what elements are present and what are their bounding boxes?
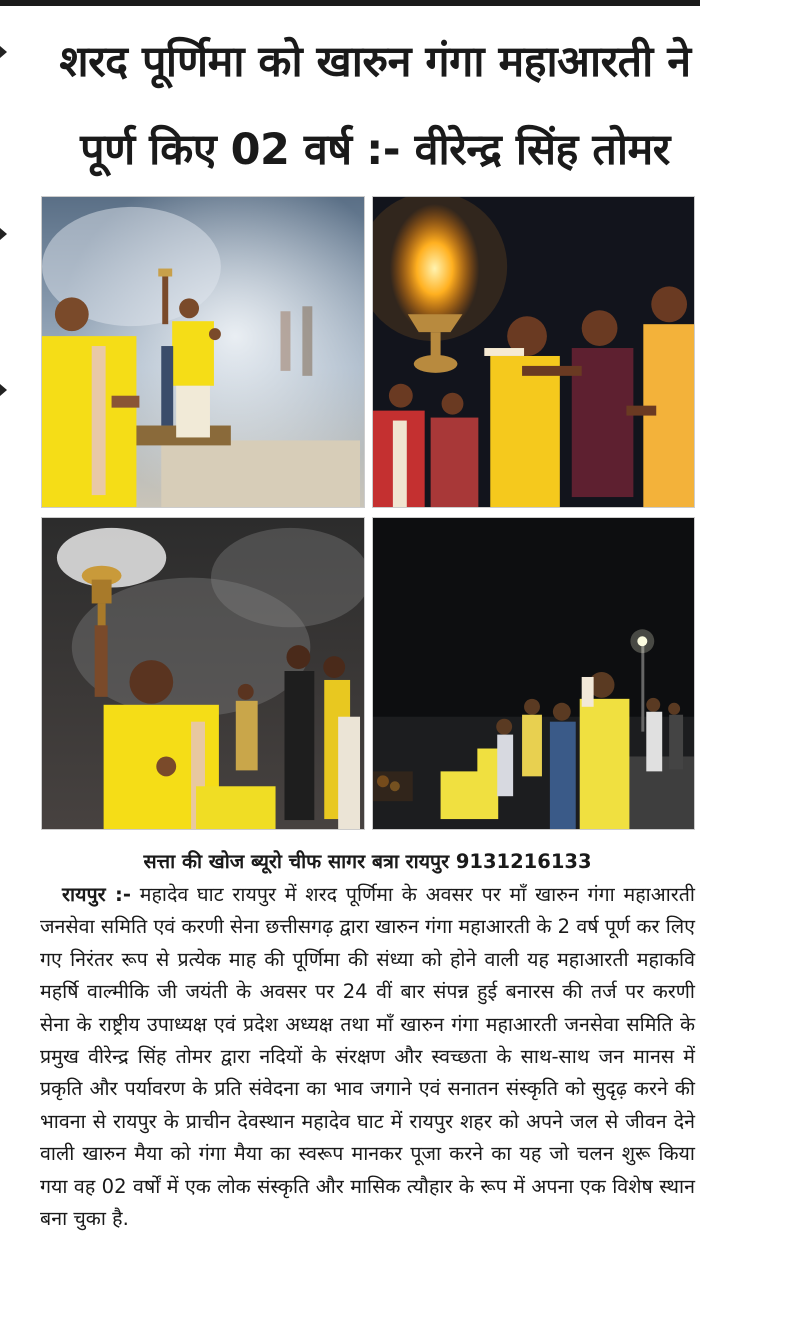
aarti-photo-smoke-icon: [42, 197, 364, 507]
article-text: महादेव घाट रायपुर में शरद पूर्णिमा के अवसर पर माँ खारुन गंगा महाआरती जनसेवा समिति एवं करणी सेना छत्तीसगढ़ द्वारा खारुन गंगा महाआरती के 2 वर्ष पूर्ण कर लिए गए निरंतर रूप से प्रत्येक माह की पूर्णिमा की संध्या को होने वाली यह महाआरती महाकवि महर्षि वाल्मीकि जी जयंती के अवसर पर 24 वीं बार संपन्न हुई बनारस की तर्ज पर करणी सेना के राष्ट्रीय उपाध्यक्ष एवं प्रदेश अध्यक्ष तथा माँ खारुन गंगा महाआरती जनसेवा समिति के प्रमुख वीरेन्द्र सिंह तोमर द्वारा नदियों के संरक्षण और स्वच्छता के साथ-साथ जन मानस में प्रकृति और पर्यावरण के प्रति संवेदना का भाव जगाने एवं सनातन संस्कृति को सुदृढ़ करने की भावना से रायपुर के प्राचीन देवस्थान महादेव घाट में रायपुर शहर को अपने जल से जीवन देने वाली खारुन मैया को गंगा मैया का स्वरूप मानकर पूजा करने का यह जो चलन शुरू किया गया वह 02 वर्षों में एक लोक संस्कृति और मासिक त्यौहार के रूप में अपना एक विशेष स्थान बना चुका है.: [40, 883, 696, 1231]
photo-night-ghat: [372, 517, 695, 830]
headline: शरद पूर्णिमा को खारुन गंगा महाआरती ने पूर्ण किए 02 वर्ष :- वीरेन्द्र सिंह तोमर: [59, 37, 691, 175]
page-edge-mark-icon: [0, 46, 7, 58]
aarti-photo-lamp-icon: [373, 197, 694, 507]
page-edge-mark-icon: [0, 384, 7, 396]
article-dateline: रायपुर :-: [62, 883, 131, 906]
top-rule: [0, 0, 700, 6]
aarti-photo-dhoop-icon: [42, 518, 364, 829]
photo-aarti-dhoop: [41, 517, 365, 830]
article-body: [40, 879, 695, 1235]
aarti-photo-night-ghat-icon: [373, 518, 694, 829]
photo-aarti-smoke: [41, 196, 365, 508]
photo-aarti-lamp: [372, 196, 695, 508]
byline: सत्ता की खोज ब्यूरो चीफ सागर बत्रा रायपुर 9131216133: [143, 850, 592, 873]
page-edge-mark-icon: [0, 228, 7, 240]
